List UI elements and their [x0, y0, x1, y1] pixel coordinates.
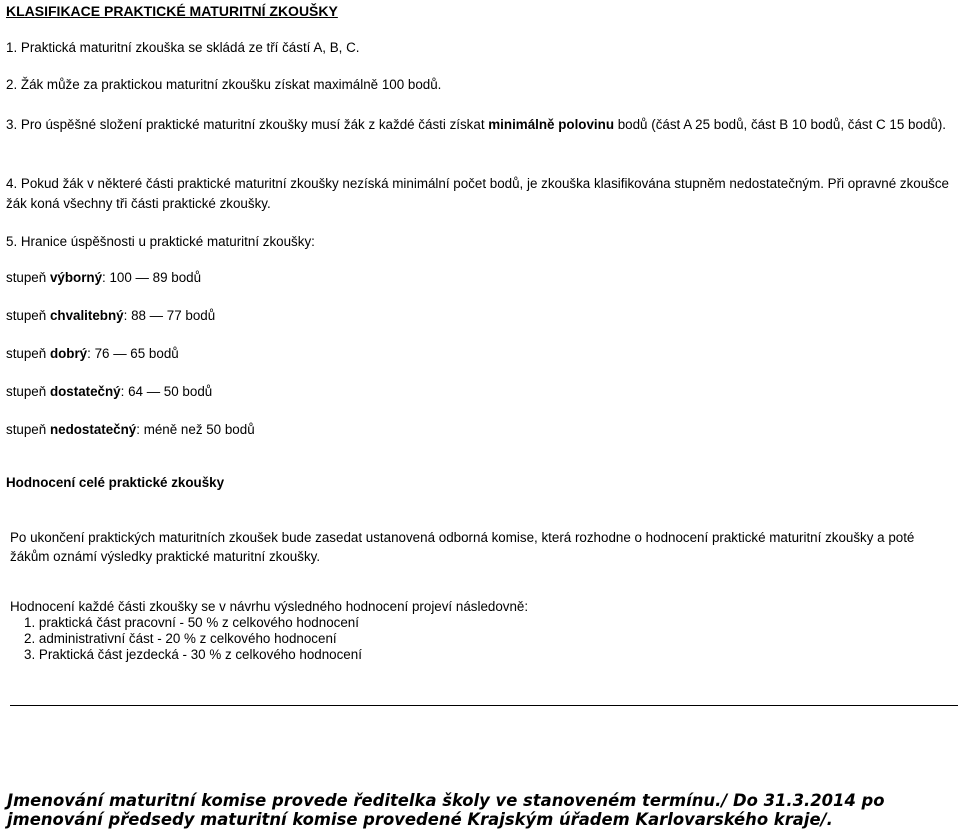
rule-item-3-text: 3. Pro úspěšné složení praktické maturitní zkoušky musí žák z každé části získat	[6, 117, 489, 132]
grade-insufficient	[6, 421, 255, 438]
grade-name: výborný	[49, 270, 103, 285]
grade-name: dobrý	[49, 346, 88, 361]
document-title: KLASIFIKACE PRAKTICKÉ MATURITNÍ ZKOUŠKY	[6, 3, 338, 19]
weights-intro: Hodnocení každé části zkoušky se v návrhu výsledného hodnocení projeví následovně:	[10, 599, 529, 614]
rule-item-3-rest: bodů (část A 25 bodů, část B 10 bodů, část C 15 bodů).	[614, 117, 947, 132]
rule-item-2: 2. Žák může za praktickou maturitní zkoušku získat maximálně 100 bodů.	[6, 77, 442, 92]
grade-prefix: stupeň	[6, 270, 50, 285]
grade-prefix: stupeň	[6, 384, 50, 399]
grade-prefix: stupeň	[6, 422, 50, 437]
grade-range: : 88 ― 77 bodů	[123, 308, 216, 323]
horizontal-divider	[10, 705, 958, 706]
grade-range: : méně než 50 bodů	[136, 422, 255, 437]
rule-item-3	[6, 115, 951, 135]
grade-prefix: stupeň	[6, 346, 50, 361]
grade-name: chvalitebný	[49, 308, 124, 323]
grade-name: dostatečný	[49, 384, 121, 399]
grade-range: : 76 ― 65 bodů	[87, 346, 179, 361]
grade-very-good	[6, 307, 215, 324]
grade-prefix: stupeň	[6, 308, 50, 323]
footer-note: Jmenování maturitní komise provede ředitelka školy ve stanoveném termínu./ Do 31.3.2014 po jmenování předsedy maturitní komise provedené Krajským úřadem Karlovarského kraje/.	[7, 791, 885, 829]
grade-excellent	[6, 269, 201, 286]
weights-list	[10, 615, 362, 663]
grade-name: nedostatečný	[49, 422, 137, 437]
weight-item-administrative: 2. administrativní část - 20 % z celkového hodnocení	[24, 631, 337, 646]
grade-range: : 100 ― 89 bodů	[102, 270, 202, 285]
grade-good	[6, 345, 179, 362]
weight-item-riding: 3. Praktická část jezdecká - 30 % z celkového hodnocení	[24, 647, 362, 662]
weight-item-practical: 1. praktická část pracovní - 50 % z celkového hodnocení	[24, 615, 359, 630]
section-heading: Hodnocení celé praktické zkoušky	[6, 475, 225, 490]
commission-paragraph: Po ukončení praktických maturitních zkoušek bude zasedat ustanovená odborná komise, která rozhodne o hodnocení praktické maturitní zkoušky a poté žákům oznámí výsledky praktické maturitní zkoušky.	[10, 530, 915, 564]
rule-item-1: 1. Praktická maturitní zkouška se skládá ze tří částí A, B, C.	[6, 40, 360, 55]
rule-item-5: 5. Hranice úspěšnosti u praktické maturitní zkoušky:	[6, 234, 315, 249]
rule-item-3-emphasis: minimálně polovinu	[488, 117, 614, 132]
rule-item-4: 4. Pokud žák v některé části praktické maturitní zkoušky nezíská minimální počet bodů, je zkouška klasifikována stupněm nedostatečným. Při opravné zkoušce žák koná všechny tři části praktické zkoušky.	[6, 176, 950, 211]
grade-range: : 64 ― 50 bodů	[120, 384, 213, 399]
grade-sufficient	[6, 383, 212, 400]
